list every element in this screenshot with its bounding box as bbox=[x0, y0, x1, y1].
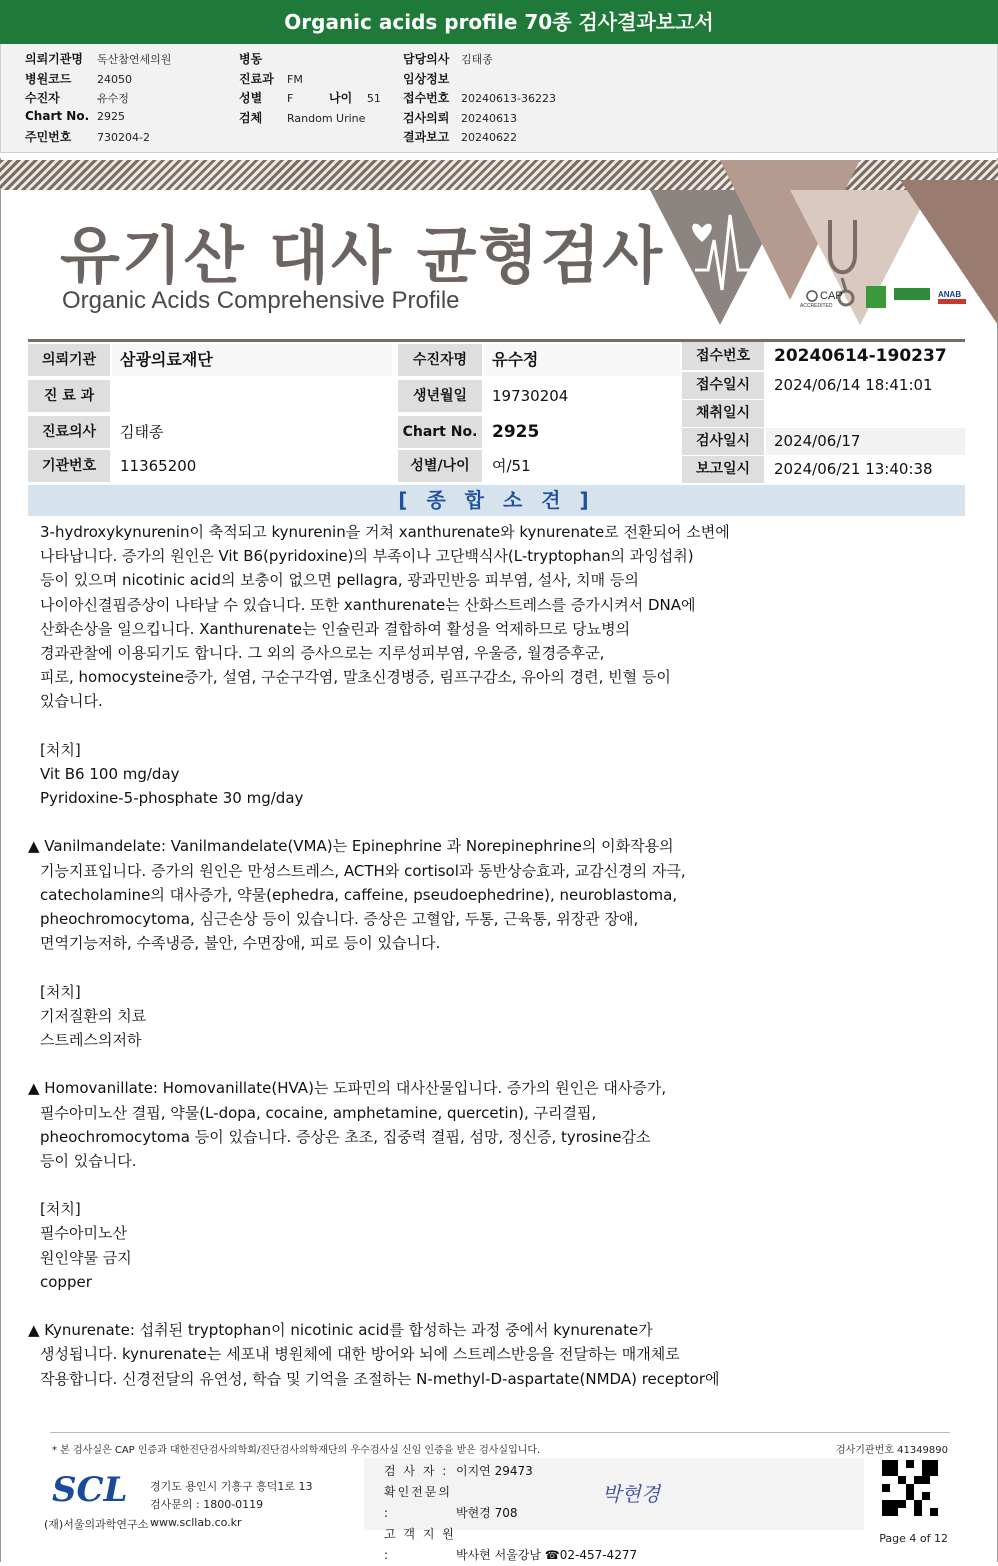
institution-label: 의뢰기관 bbox=[28, 344, 110, 376]
page-number: Page 4 of 12 bbox=[879, 1532, 948, 1545]
header-field-label: 접수번호 bbox=[403, 91, 450, 105]
header-field-value: F bbox=[287, 92, 294, 105]
lab-id: 검사기관번호 41349890 bbox=[835, 1445, 948, 1456]
organization-name: (재)서울의과학연구소 bbox=[44, 1518, 149, 1531]
header-decoration bbox=[650, 160, 998, 325]
inquiry-phone: 검사문의 : 1800-0119 bbox=[150, 1498, 264, 1511]
scl-logo: SCL bbox=[52, 1470, 128, 1510]
blank-line bbox=[28, 810, 958, 834]
header-col-3 bbox=[403, 50, 556, 148]
opinion-line: copper bbox=[40, 1272, 92, 1291]
opinion-line: 필수아미노산 bbox=[40, 1224, 127, 1243]
opinion-line: pheochromocytoma 등이 있습니다. 증상은 초조, 집중력 결핍, 섬망, 정신증, tyrosine감소 bbox=[40, 1127, 651, 1146]
header-field-value: 2925 bbox=[97, 109, 125, 123]
opinion-line: 있습니다. bbox=[40, 692, 103, 711]
header-field-value: 유수정 bbox=[97, 92, 129, 105]
header-field bbox=[25, 89, 171, 109]
header-field bbox=[239, 109, 365, 129]
opinion-line: 등이 있으며 nicotinic acid의 보충이 없으면 pellagra, 광과민반응 피부염, 설사, 치매 등의 bbox=[40, 571, 639, 590]
header-field bbox=[25, 70, 171, 90]
patient-value: 유수정 bbox=[484, 344, 680, 376]
opinion-line: 생성됩니다. kynurenate는 세포내 병원체에 대한 방어와 뇌에 스트레스반응을 전달하는 매개체로 bbox=[40, 1345, 680, 1364]
age-value: 51 bbox=[366, 92, 381, 105]
header-field-label: 수진자 bbox=[25, 91, 60, 105]
opinion-line: Vit B6 100 mg/day bbox=[40, 764, 180, 783]
sexage-value: 여/51 bbox=[492, 457, 531, 475]
header-field-value: 20240613-36223 bbox=[461, 92, 556, 105]
header-field-label: 의뢰기관명 bbox=[25, 52, 83, 66]
header-field bbox=[403, 70, 556, 90]
report-title-english: Organic Acids Comprehensive Profile bbox=[62, 287, 460, 314]
support-label: 고 객 지 원 : bbox=[384, 1527, 456, 1562]
signature-info bbox=[384, 1461, 637, 1566]
section-heading-line: ▲ Vanilmandelate: Vanilmandelate(VMA)는 Epinephrine 과 Norepinephrine의 이화작용의 bbox=[28, 837, 674, 856]
report-title-korean: 유기산 대사 균형검사 bbox=[60, 219, 665, 292]
header-field-value: 20240613 bbox=[461, 111, 517, 125]
opinion-body bbox=[28, 520, 958, 1391]
header-field bbox=[403, 128, 556, 148]
header-field-value: 20240622 bbox=[461, 131, 517, 144]
header-age bbox=[329, 89, 381, 106]
report-value: 2024/06/21 13:40:38 bbox=[774, 460, 933, 478]
chart-label: Chart No. bbox=[398, 416, 482, 448]
specialist-value: 박현경 708 bbox=[456, 1506, 518, 1520]
opinion-line: catecholamine의 대사증가, 약물(ephedra, caffeine, pseudoephedrine), neuroblastoma, bbox=[40, 885, 678, 904]
dept-label: 진 료 과 bbox=[28, 380, 110, 412]
opinion-line: Pyridoxine-5-phosphate 30 mg/day bbox=[40, 789, 304, 808]
opinion-line: 경과관찰에 이용되기도 합니다. 그 외의 증사으로는 지루성피부염, 우울증, 월경증후군, bbox=[40, 643, 605, 662]
header-field-label: 검사의뢰 bbox=[403, 110, 450, 125]
opinion-line: 원인약물 금지 bbox=[40, 1248, 132, 1267]
anab-logo-text: ANAB bbox=[938, 290, 962, 299]
header-field-value: Random Urine bbox=[287, 111, 366, 125]
support-value: 박사현 서울강남 ☎02-457-4277 bbox=[456, 1548, 638, 1562]
examiner-label: 검 사 자 : bbox=[384, 1464, 449, 1478]
opinion-line: 기능지표입니다. 증가의 원인은 만성스트레스, ACTH와 cortisol과 동반상승효과, 교감신경의 자극, bbox=[40, 861, 686, 880]
header-field-label: 병원코드 bbox=[25, 71, 72, 86]
footer-divider bbox=[50, 1432, 950, 1433]
institution-value: 삼광의료재단 bbox=[112, 344, 392, 376]
collect-value bbox=[766, 400, 965, 427]
dept-value bbox=[112, 380, 392, 412]
lmi-logo-icon bbox=[866, 286, 886, 308]
header-field bbox=[239, 50, 365, 70]
opinion-line: 나타납니다. 증가의 원인은 Vit B6(pyridoxine)의 부족이나 고단백식사(L-tryptophan의 과잉섭취) bbox=[40, 547, 694, 566]
blank-line bbox=[28, 1052, 958, 1076]
contact-block bbox=[150, 1478, 313, 1532]
chart-value: 2925 bbox=[492, 422, 540, 442]
patient-label: 수진자명 bbox=[398, 344, 482, 376]
opinion-line: 면역기능저하, 수족냉증, 불안, 수면장애, 피로 등이 있습니다. bbox=[40, 934, 441, 953]
cap-logo-subtext: ACCREDITED bbox=[800, 303, 833, 309]
header-field-label: 성별 bbox=[239, 91, 263, 105]
blank-line bbox=[28, 955, 958, 979]
opinion-line: 작용합니다. 신경전달의 유연성, 학습 및 기억을 조절하는 N-methyl-D-aspartate(NMDA) receptor에 bbox=[40, 1369, 720, 1388]
doctor-label: 진료의사 bbox=[28, 416, 110, 448]
examiner-value: 이지연 29473 bbox=[456, 1464, 533, 1478]
opinion-line: [처치] bbox=[40, 1200, 81, 1219]
birth-label: 생년월일 bbox=[398, 380, 482, 412]
receipt-date-label: 접수일시 bbox=[682, 372, 764, 399]
blank-line bbox=[28, 1173, 958, 1197]
header-field bbox=[25, 109, 171, 129]
report-banner: Organic acids profile 70종 검사결과보고서 bbox=[0, 0, 998, 44]
code-label: 기관번호 bbox=[28, 450, 110, 482]
patient-info-table bbox=[28, 340, 965, 483]
cap-logo-icon bbox=[807, 291, 817, 301]
header-field bbox=[403, 50, 556, 70]
opinion-line: [처치] bbox=[40, 740, 81, 759]
sexage-label: 성별/나이 bbox=[398, 450, 482, 482]
header-col-1 bbox=[25, 50, 171, 148]
opinion-line: [처치] bbox=[40, 982, 81, 1001]
opinion-line: 3-hydroxykynurenin이 축적되고 kynurenin을 거쳐 xanthurenate와 kynurenate로 전환되어 소변에 bbox=[40, 523, 730, 541]
opinion-line: 필수아미노산 결핍, 약물(L-dopa, cocaine, amphetamine, quercetin), 구리결핍, bbox=[40, 1103, 597, 1122]
header-field bbox=[25, 50, 171, 70]
header-field bbox=[403, 89, 556, 109]
opinion-line: 나이아신결핍증상이 나타날 수 있습니다. 또한 xanthurenate는 산화스트레스를 증가시켜서 DNA에 bbox=[40, 595, 696, 614]
certification-note: * 본 검사실은 CAP 인증과 대한진단검사의학회/진단검사의학재단의 우수검사실 신임 인증을 받은 검사실입니다. bbox=[52, 1445, 541, 1456]
report-header bbox=[0, 44, 998, 153]
collect-label: 채취일시 bbox=[682, 400, 764, 427]
opinion-line: 기저질환의 치료 bbox=[40, 1006, 147, 1025]
test-label: 검사일시 bbox=[682, 428, 764, 455]
kola-logo-icon bbox=[894, 288, 930, 300]
header-field bbox=[25, 128, 171, 148]
birth-value: 19730204 bbox=[492, 387, 569, 405]
age-label: 나이 bbox=[329, 91, 353, 105]
receipt-no-value: 20240614-190237 bbox=[774, 346, 947, 366]
section-heading-line: ▲ Homovanillate: Homovanillate(HVA)는 도파민의 대사산물입니다. 증가의 원인은 대사증가, bbox=[28, 1079, 667, 1098]
header-field-label: 담당의사 bbox=[403, 52, 450, 66]
header-field-label: 진료과 bbox=[239, 71, 274, 86]
header-field-label: 임상정보 bbox=[403, 71, 450, 86]
header-field-value: 24050 bbox=[97, 72, 132, 86]
opinion-title: [ 종 합 소 견 ] bbox=[28, 485, 965, 516]
blank-line bbox=[28, 1294, 958, 1318]
opinion-line: 스트레스의저하 bbox=[40, 1030, 142, 1049]
website-link[interactable]: www.scllab.co.kr bbox=[150, 1516, 242, 1529]
header-field bbox=[403, 109, 556, 129]
receipt-date-value: 2024/06/14 18:41:01 bbox=[774, 376, 933, 394]
report-label: 보고일시 bbox=[682, 456, 764, 483]
anab-logo-bar bbox=[938, 299, 966, 304]
receipt-no-label: 접수번호 bbox=[682, 342, 764, 370]
address: 경기도 용인시 기흥구 흥덕1로 13 bbox=[150, 1480, 313, 1493]
cap-logo-text: CAP bbox=[820, 290, 843, 302]
opinion-line: 등이 있습니다. bbox=[40, 1151, 137, 1170]
blank-line bbox=[28, 714, 958, 738]
specialist-label: 확인전문의 : bbox=[384, 1485, 452, 1520]
test-value: 2024/06/17 bbox=[766, 428, 965, 455]
header-field-value: FM bbox=[287, 72, 303, 86]
handwritten-signature: 박현경 bbox=[602, 1482, 660, 1506]
section-heading-line: ▲ Kynurenate: 섭취된 tryptophan이 nicotinic acid를 합성하는 과정 중에서 kynurenate가 bbox=[28, 1321, 653, 1340]
opinion-line: pheochromocytoma, 심근손상 등이 있습니다. 증상은 고혈압, 두통, 근육통, 위장관 장애, bbox=[40, 910, 639, 928]
header-field-label: 병동 bbox=[239, 52, 263, 66]
header-field-label: 주민번호 bbox=[25, 130, 72, 144]
header-field-value: 730204-2 bbox=[97, 131, 150, 144]
header-field-label: 검체 bbox=[239, 110, 263, 125]
qr-code-icon bbox=[882, 1460, 938, 1516]
code-value: 11365200 bbox=[120, 457, 197, 475]
opinion-line: 산화손상을 일으킵니다. Xanthurenate는 인슐린과 결합하여 활성을 억제하므로 당뇨병의 bbox=[40, 619, 631, 638]
opinion-line: 피로, homocysteine증가, 설염, 구순구각염, 말초신경병증, 림프구감소, 유아의 경련, 빈혈 등이 bbox=[40, 668, 671, 687]
header-field-value: 독산참연세의원 bbox=[97, 53, 172, 66]
header-field-label: 결과보고 bbox=[403, 130, 450, 144]
header-field-label: Chart No. bbox=[25, 108, 90, 123]
doctor-value: 김태종 bbox=[120, 423, 164, 441]
header-field bbox=[239, 70, 365, 90]
header-field-value: 김태종 bbox=[461, 53, 493, 66]
